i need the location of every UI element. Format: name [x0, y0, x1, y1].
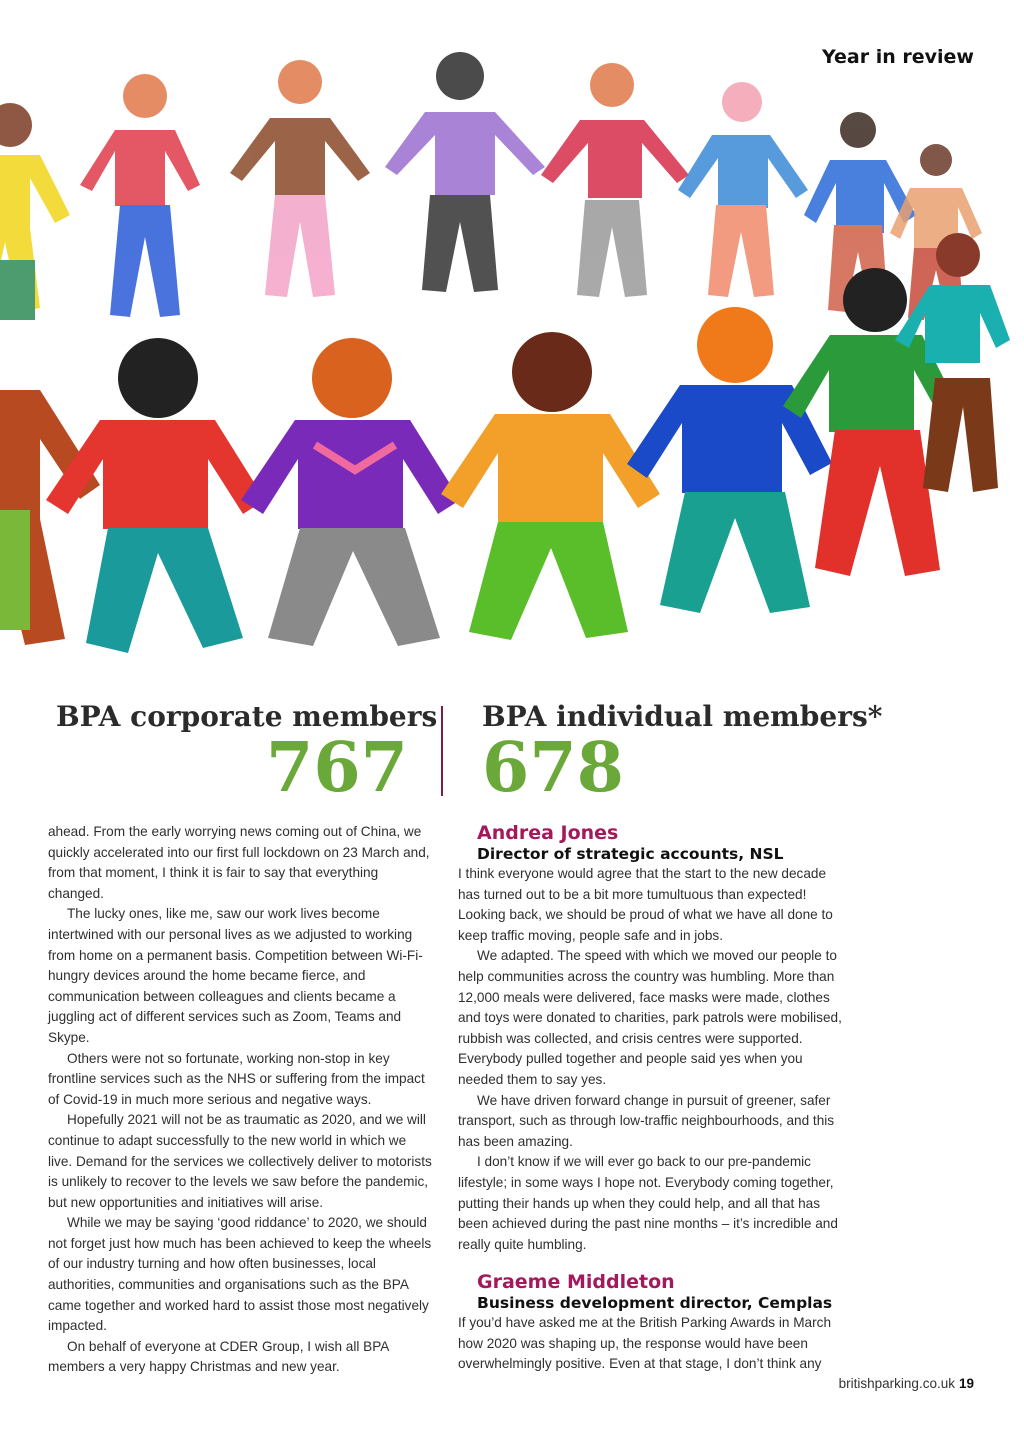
- article-paragraph: While we may be saying ‘good riddance’ to 2020, we should not forget just how much has been achieved to keep the wheels of our industry turning and how often businesses, local authorities, communities and organisations such as the BPA came together and worked hard to assist those most negatively impacted.: [48, 1215, 432, 1334]
- profile-paragraph: We adapted. The speed with which we moved our people to help communities across the country was humbling. More than 12,000 meals were delivered, face masks were made, clothes and toys were donated to charities, park patrols were mobilised, rubbish was collected, and crisis centres were supported. Everybody pulled together and people said yes when you needed them to say yes.: [458, 948, 842, 1087]
- corporate-members-count: 767: [266, 728, 408, 808]
- profile-graeme-middleton: [458, 1271, 844, 1375]
- profile-paragraph: I don’t know if we will ever go back to our pre-pandemic lifestyle; in some ways I hope not. Everybody coming together, putting their hands up when they could help, and all that has been achieved during the past nine months – it’s incredible and really quite humbling.: [458, 1154, 838, 1252]
- page-footer: [839, 1376, 974, 1391]
- individual-members-title: BPA individual members*: [482, 700, 883, 733]
- profile-andrea-jones: [458, 822, 844, 1255]
- profile-paragraph: We have driven forward change in pursuit of greener, safer transport, such as through low-traffic neighbourhoods, and this has been amazing.: [458, 1092, 835, 1149]
- front-row-figures: [0, 233, 1010, 653]
- left-article-column: [48, 822, 434, 1378]
- hero-paper-people-image: [0, 0, 1024, 690]
- profile-name: Andrea Jones: [477, 822, 619, 844]
- article-paragraph: ahead. From the early worrying news coming out of China, we quickly accelerated into our first full lockdown on 23 March and, from that moment, I think it is fair to say that everything changed.: [48, 824, 430, 901]
- section-label: Year in review: [822, 46, 974, 68]
- corporate-members-title: BPA corporate members: [56, 700, 438, 733]
- profile-paragraph: I think everyone would agree that the start to the new decade has turned out to be a bit more tumultuous than expected! Looking back, we should be proud of what we have all done to keep traffic moving, people safe and in jobs.: [458, 866, 833, 943]
- article-paragraph: Hopefully 2021 will not be as traumatic as 2020, and we will continue to adapt successfully to the new world in which we live. Demand for the services we collectively deliver to motorists is unlikely to recover to the levels we saw before the pandemic, but new opportunities and initiatives will arise.: [48, 1112, 432, 1210]
- profile-name: Graeme Middleton: [477, 1271, 675, 1294]
- page-number: 19: [958, 1376, 974, 1391]
- right-article-column: [458, 822, 844, 1375]
- profile-role: Business development director, Cemplas: [477, 1294, 833, 1313]
- individual-members-stat: [482, 700, 902, 808]
- stats-divider: [441, 706, 443, 796]
- article-paragraph: On behalf of everyone at CDER Group, I wish all BPA members a very happy Christmas and new year.: [48, 1338, 389, 1375]
- back-row-figures: [0, 52, 982, 320]
- footer-site: britishparking.co.uk: [838, 1376, 955, 1391]
- individual-members-count: 678: [482, 728, 624, 808]
- article-paragraph: Others were not so fortunate, working non-stop in key frontline services such as the NHS or suffering from the impact of Covid-19 in much more serious and negative ways.: [48, 1050, 425, 1107]
- corporate-members-stat: [56, 700, 438, 808]
- profile-role: Director of strategic accounts, NSL: [477, 845, 784, 863]
- article-paragraph: The lucky ones, like me, saw our work lives become intertwined with our personal lives as we adjusted to working from home on a permanent basis. Competition between Wi-Fi-hungry devices around the home became fierce, and communication between colleagues and clients became a juggling act of different services such as Zoom, Teams and Skype.: [48, 906, 423, 1045]
- profile-paragraph: If you’d have asked me at the British Parking Awards in March how 2020 was shaping up, the response would have been overwhelmingly positive. Even at that stage, I don’t think any: [458, 1315, 832, 1372]
